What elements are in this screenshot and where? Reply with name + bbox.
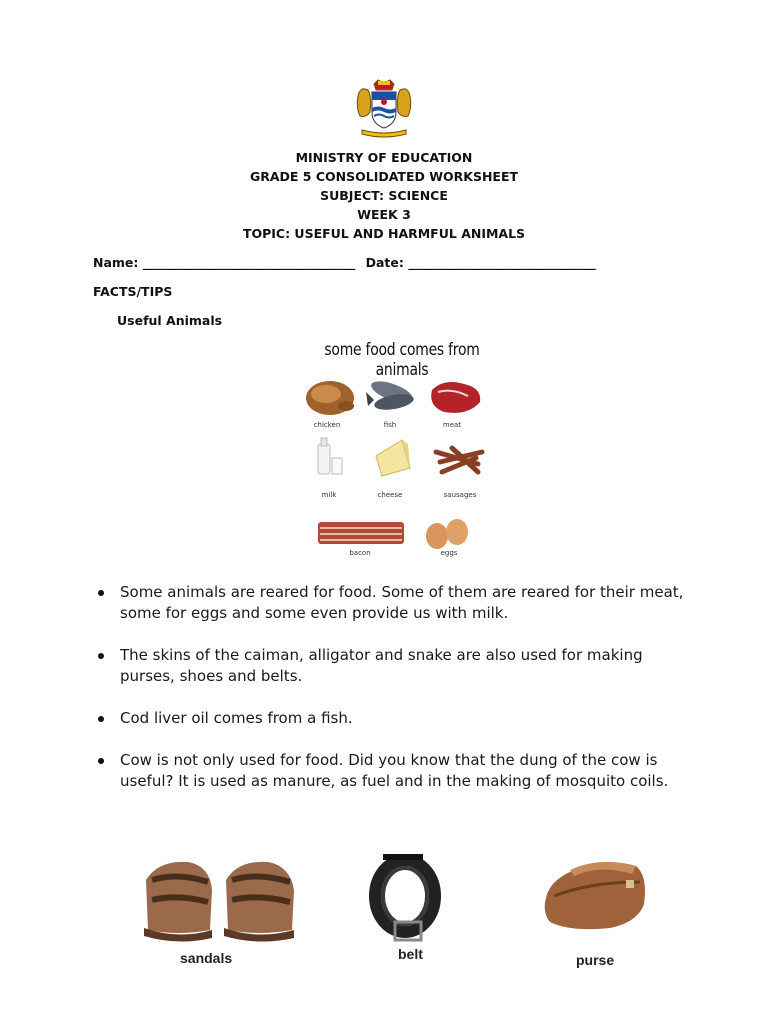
food-caption: bacon <box>349 549 371 557</box>
sandals-image <box>138 850 303 945</box>
week-line: WEEK 3 <box>357 207 411 222</box>
cheese-image <box>376 440 410 476</box>
milk-image <box>318 438 342 474</box>
list-item: Some animals are reared for food. Some of them are reared for their meat, some for eggs and some even provide us with milk. <box>98 582 698 624</box>
food-from-animals-figure <box>282 340 522 565</box>
name-field[interactable]: Name: __________________________________ <box>93 255 356 270</box>
coat-of-arms-icon <box>352 78 416 140</box>
belt-image <box>365 852 450 944</box>
ministry-title: MINISTRY OF EDUCATION <box>295 150 473 165</box>
sandals-label: sandals <box>180 950 233 966</box>
facts-heading: FACTS/TIPS <box>93 284 173 299</box>
belt-label: belt <box>398 946 423 962</box>
food-caption: cheese <box>377 491 403 499</box>
food-caption: fish <box>383 421 397 429</box>
fish-image <box>366 377 415 412</box>
facts-list <box>98 582 698 813</box>
bullet-icon <box>98 590 104 596</box>
date-field[interactable]: Date: ______________________________ <box>365 255 596 270</box>
food-caption: meat <box>442 421 462 429</box>
name-date-line <box>93 255 596 270</box>
purse-image <box>540 852 652 938</box>
list-item: Cow is not only used for food. Did you know that the dung of the cow is useful? It is used as manure, as fuel and in the making of mosquito coils. <box>98 750 698 792</box>
bullet-icon <box>98 716 104 722</box>
useful-animals-heading: Useful Animals <box>117 313 223 328</box>
eggs-image <box>426 519 468 549</box>
bullet-icon <box>98 653 104 659</box>
subject-line: SUBJECT: SCIENCE <box>320 188 448 203</box>
bacon-image <box>318 522 404 544</box>
bullet-icon <box>98 758 104 764</box>
document-header <box>0 148 768 243</box>
list-item: The skins of the caiman, alligator and snake are also used for making purses, shoes and belts. <box>98 645 698 687</box>
meat-image <box>431 382 480 413</box>
sausages-image <box>436 448 482 472</box>
food-caption: milk <box>321 491 337 499</box>
worksheet-title: GRADE 5 CONSOLIDATED WORKSHEET <box>249 169 519 184</box>
food-caption: chicken <box>313 421 341 429</box>
purse-label: purse <box>576 952 615 968</box>
chicken-image <box>306 381 354 415</box>
food-figure-title: some food comes from animals <box>324 340 480 380</box>
topic-line: TOPIC: USEFUL AND HARMFUL ANIMALS <box>242 226 526 241</box>
food-caption: eggs <box>440 549 458 557</box>
food-caption: sausages <box>443 491 477 499</box>
list-item: Cod liver oil comes from a fish. <box>98 708 698 729</box>
